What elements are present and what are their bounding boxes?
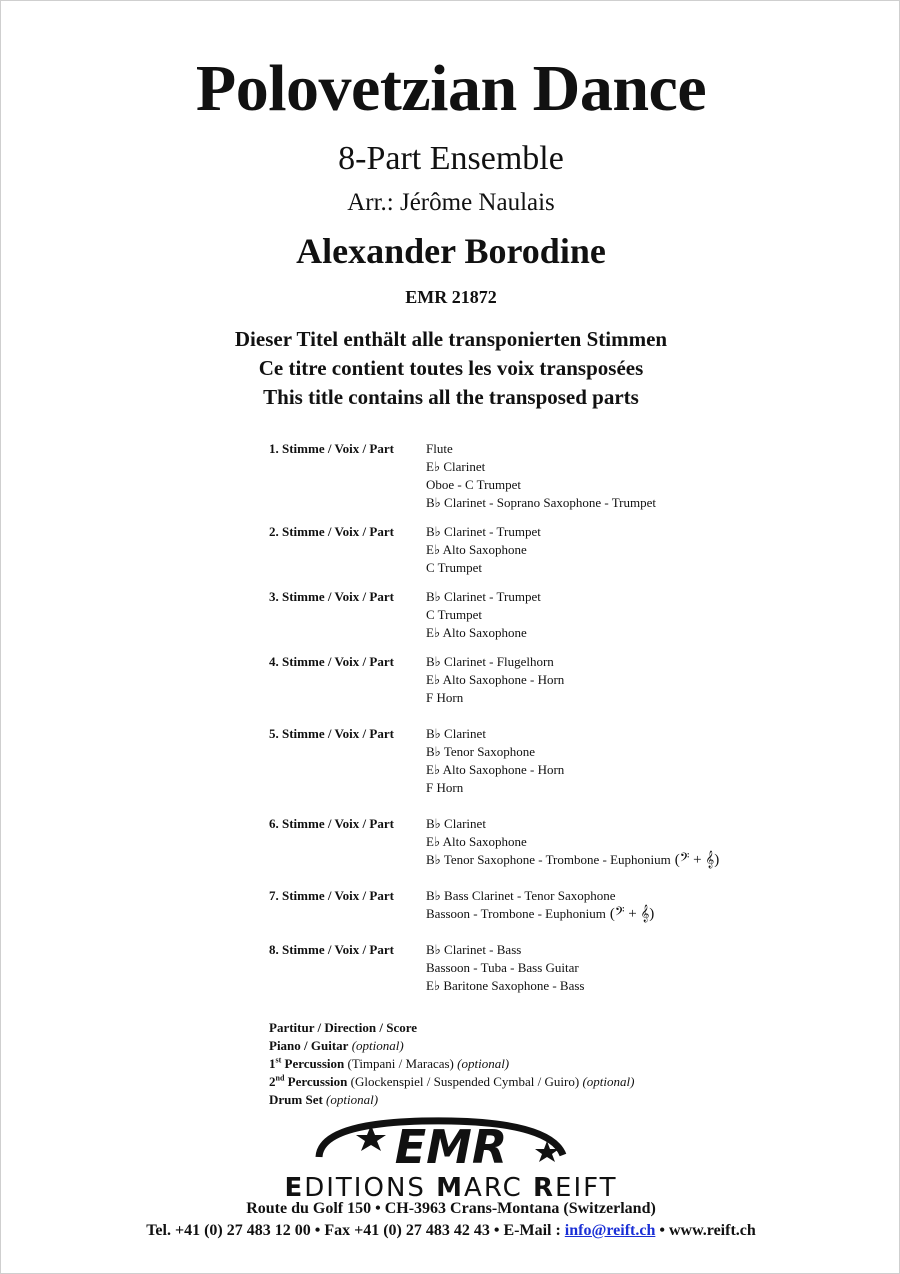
arranger: Arr.: Jérôme Naulais [347, 189, 555, 216]
part-group [269, 440, 829, 512]
part-instruments [426, 815, 829, 869]
piano-line: Piano / Guitar (optional) [269, 1038, 404, 1053]
email-link[interactable]: info@reift.ch [564, 1222, 656, 1239]
part-label: 3. Stimme / Voix / Part [269, 589, 394, 604]
instrument-item [426, 851, 829, 869]
instrument-name: Flute [426, 441, 453, 456]
percussion1-line: 1st Percussion (Timpani / Maracas) (optional) [269, 1055, 510, 1071]
instrument-item [426, 815, 829, 833]
part-group [269, 588, 829, 642]
part-instruments [426, 523, 829, 577]
instrument-item [426, 689, 829, 707]
clef-icon: (𝄢 + 𝄞) [674, 852, 720, 868]
part-instruments [426, 588, 829, 642]
part-label: 8. Stimme / Voix / Part [269, 942, 394, 957]
instrument-item [426, 476, 829, 494]
clef-icon: (𝄢 + 𝄞) [609, 906, 655, 922]
page-title: Polovetzian Dance [195, 52, 707, 125]
instrument-name: C Trumpet [426, 560, 482, 575]
instrument-name: E♭ Alto Saxophone [426, 542, 527, 557]
transposition-notice [1, 325, 900, 412]
part-label: 1. Stimme / Voix / Part [269, 441, 394, 456]
notice-french: Ce titre contient toutes les voix transposées [258, 356, 644, 380]
part-label: 4. Stimme / Voix / Part [269, 654, 394, 669]
catalog-number: EMR 21872 [405, 287, 497, 307]
instrument-item [426, 671, 829, 689]
instrument-name: E♭ Alto Saxophone [426, 625, 527, 640]
part-group [269, 941, 829, 995]
instrument-name: E♭ Alto Saxophone [426, 834, 527, 849]
instrument-name: E♭ Clarinet [426, 459, 486, 474]
instrument-item [426, 440, 829, 458]
instrument-name: B♭ Clarinet [426, 816, 486, 831]
instrument-name: B♭ Clarinet - Trumpet [426, 589, 541, 604]
instrument-item [426, 779, 829, 797]
instrument-name: E♭ Alto Saxophone - Horn [426, 672, 565, 687]
part-label: 7. Stimme / Voix / Part [269, 888, 394, 903]
instrument-name: F Horn [426, 690, 464, 705]
instrument-item [426, 725, 829, 743]
logo-text: EMR [394, 1120, 508, 1174]
subtitle: 8-Part Ensemble [338, 140, 564, 177]
instrument-name: B♭ Clarinet [426, 726, 486, 741]
parts-list [269, 440, 829, 995]
instrument-name: B♭ Clarinet - Bass [426, 942, 522, 957]
percussion2-line: 2nd Percussion (Glockenspiel / Suspended Cymbal / Guiro) (optional) [269, 1073, 635, 1089]
instrument-item [426, 559, 829, 577]
part-instruments [426, 725, 829, 797]
instrument-item [426, 761, 829, 779]
part-label: 2. Stimme / Voix / Part [269, 524, 394, 539]
instrument-item [426, 833, 829, 851]
composer: Alexander Borodine [296, 231, 606, 271]
instrument-item [426, 959, 829, 977]
instrument-item [426, 588, 829, 606]
emr-logo [301, 1111, 601, 1177]
instrument-item [426, 653, 829, 671]
instrument-item [426, 887, 829, 905]
notice-english: This title contains all the transposed parts [263, 385, 639, 409]
extras-list [269, 1019, 829, 1109]
instrument-name: E♭ Baritone Saxophone - Bass [426, 978, 585, 993]
instrument-name: Oboe - C Trumpet [426, 477, 521, 492]
part-group [269, 887, 829, 923]
instrument-item [426, 541, 829, 559]
instrument-name: B♭ Tenor Saxophone - Trombone - Euphonium [426, 852, 671, 867]
publisher-contact: Tel. +41 (0) 27 483 12 00 • Fax +41 (0) 27 483 42 43 • E-Mail : info@reift.ch • www.reift.ch [146, 1222, 756, 1239]
publisher-address: Route du Golf 150 • CH-3963 Crans-Montana (Switzerland) [246, 1200, 656, 1217]
part-instruments [426, 440, 829, 512]
publisher-name: EDITIONS MARC REIFT [284, 1173, 618, 1203]
instrument-item [426, 458, 829, 476]
part-instruments [426, 941, 829, 995]
part-group [269, 653, 829, 707]
instrument-item [426, 977, 829, 995]
instrument-name: F Horn [426, 780, 464, 795]
drumset-line: Drum Set (optional) [269, 1092, 379, 1107]
instrument-item [426, 606, 829, 624]
part-group [269, 725, 829, 797]
instrument-name: E♭ Alto Saxophone - Horn [426, 762, 565, 777]
instrument-name: B♭ Tenor Saxophone [426, 744, 535, 759]
part-instruments [426, 887, 829, 923]
part-group [269, 815, 829, 869]
instrument-name: B♭ Clarinet - Trumpet [426, 524, 541, 539]
part-label: 5. Stimme / Voix / Part [269, 726, 394, 741]
instrument-item [426, 941, 829, 959]
part-group [269, 523, 829, 577]
part-label: 6. Stimme / Voix / Part [269, 816, 394, 831]
instrument-name: Bassoon - Trombone - Euphonium [426, 906, 606, 921]
instrument-name: B♭ Bass Clarinet - Tenor Saxophone [426, 888, 616, 903]
instrument-item [426, 743, 829, 761]
notice-german: Dieser Titel enthält alle transponierten Stimmen [234, 327, 668, 351]
instrument-item [426, 624, 829, 642]
part-instruments [426, 653, 829, 707]
instrument-item [426, 523, 829, 541]
instrument-name: C Trumpet [426, 607, 482, 622]
instrument-name: B♭ Clarinet - Flugelhorn [426, 654, 554, 669]
score-line: Partitur / Direction / Score [269, 1020, 418, 1035]
instrument-name: Bassoon - Tuba - Bass Guitar [426, 960, 579, 975]
instrument-name: B♭ Clarinet - Soprano Saxophone - Trumpet [426, 495, 657, 510]
instrument-item [426, 494, 829, 512]
instrument-item [426, 905, 829, 923]
